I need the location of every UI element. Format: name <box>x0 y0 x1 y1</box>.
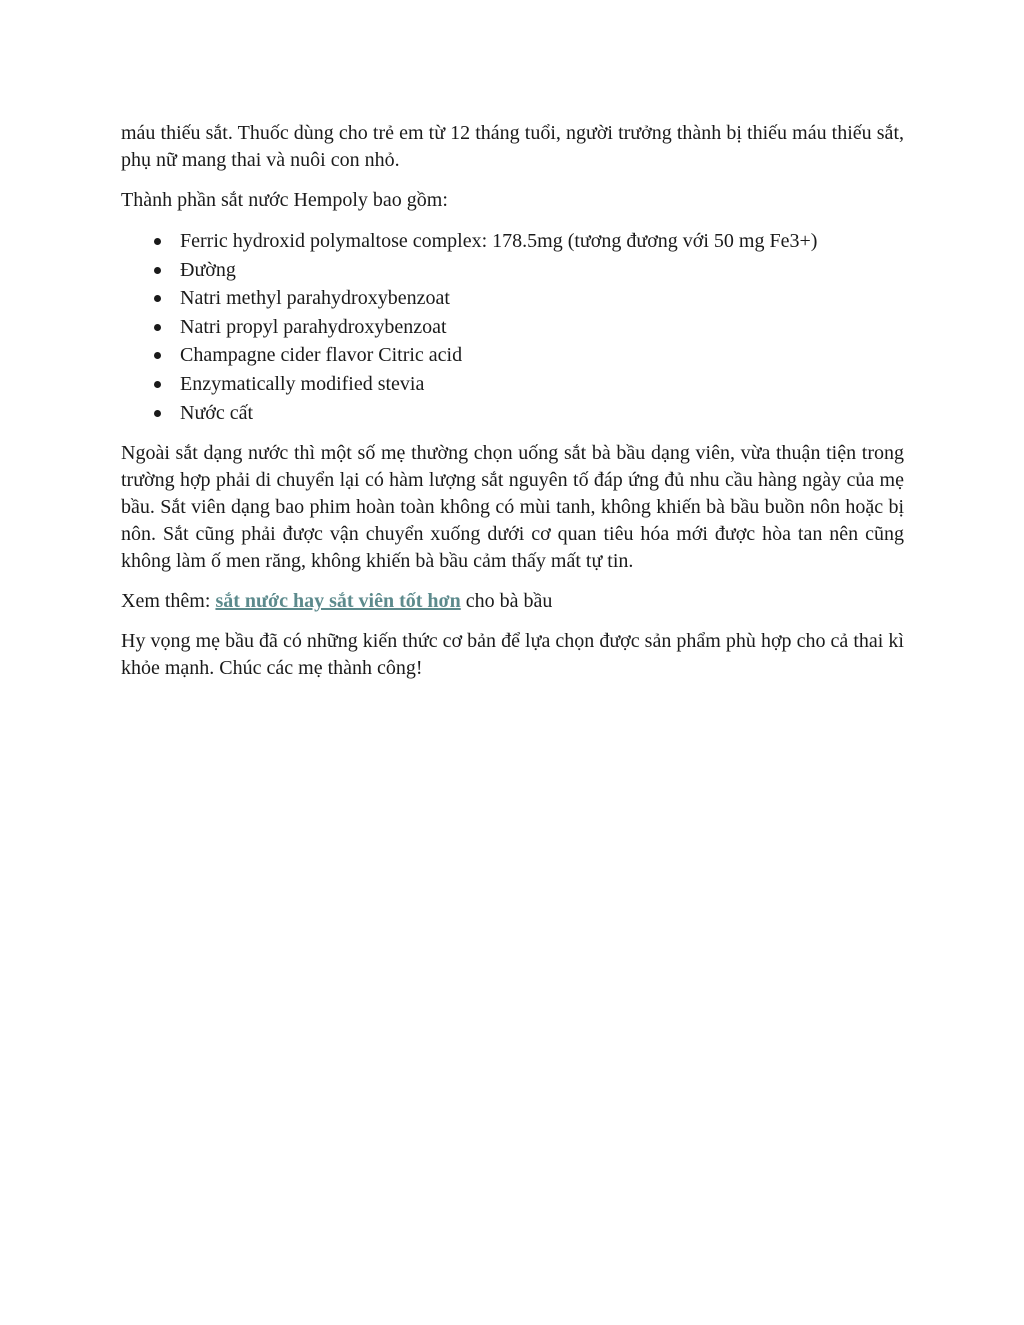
bullet-icon <box>154 410 161 417</box>
list-item-text: Đường <box>180 258 236 281</box>
paragraph-see-more <box>121 588 904 615</box>
list-item <box>121 399 904 428</box>
bullet-icon <box>154 352 161 359</box>
list-item-text: Natri propyl parahydroxybenzoat <box>180 315 447 338</box>
list-item-text: Enzymatically modified stevia <box>180 372 425 395</box>
bullet-icon <box>154 267 161 274</box>
bullet-icon <box>154 295 161 302</box>
see-more-prefix: Xem thêm: <box>121 590 216 613</box>
see-more-link[interactable]: sắt nước hay sắt viên tốt hơn <box>215 590 461 613</box>
paragraph-intro: máu thiếu sắt. Thuốc dùng cho trẻ em từ 12 tháng tuổi, người trưởng thành bị thiếu máu thiếu sắt, phụ nữ mang thai và nuôi con nhỏ. <box>121 122 904 171</box>
paragraph-ingredients-heading: Thành phần sắt nước Hempoly bao gồm: <box>121 189 448 211</box>
bullet-icon <box>154 381 161 388</box>
bullet-icon <box>154 238 161 245</box>
list-item-text: Nước cất <box>180 401 254 424</box>
see-more-suffix: cho bà bầu <box>460 590 553 613</box>
list-item <box>121 256 904 285</box>
document-page <box>121 120 904 695</box>
list-item <box>121 313 904 342</box>
list-item-text: Natri methyl parahydroxybenzoat <box>180 287 450 310</box>
paragraph-tablet-iron: Ngoài sắt dạng nước thì một số mẹ thường chọn uống sắt bà bầu dạng viên, vừa thuận tiện trong trường hợp phải di chuyển lại có hàm lượng sắt nguyên tố đáp ứng đủ nhu cầu hàng ngày của mẹ bầu. Sắt viên dạng bao phim hoàn toàn không có mùi tanh, không khiến bà bầu buồn nôn hoặc bị nôn. Sắt cũng phải được vận chuyển xuống dưới cơ quan tiêu hóa mới được hòa tan nên cũng không làm ố men răng, không khiến bà bầu cảm thấy mất tự tin. <box>121 442 904 573</box>
list-item <box>121 284 904 313</box>
list-item <box>121 341 904 370</box>
bullet-icon <box>154 324 161 331</box>
list-item-text: Champagne cider flavor Citric acid <box>180 344 463 367</box>
paragraph-closing: Hy vọng mẹ bầu đã có những kiến thức cơ bản để lựa chọn được sản phẩm phù hợp cho cả thai kì khỏe mạnh. Chúc các mẹ thành công! <box>121 630 904 680</box>
list-item-text: Ferric hydroxid polymaltose complex: 178.5mg (tương đương với 50 mg Fe3+) <box>180 230 818 252</box>
list-item <box>121 370 904 399</box>
list-item <box>121 227 904 256</box>
ingredients-list <box>121 227 904 427</box>
